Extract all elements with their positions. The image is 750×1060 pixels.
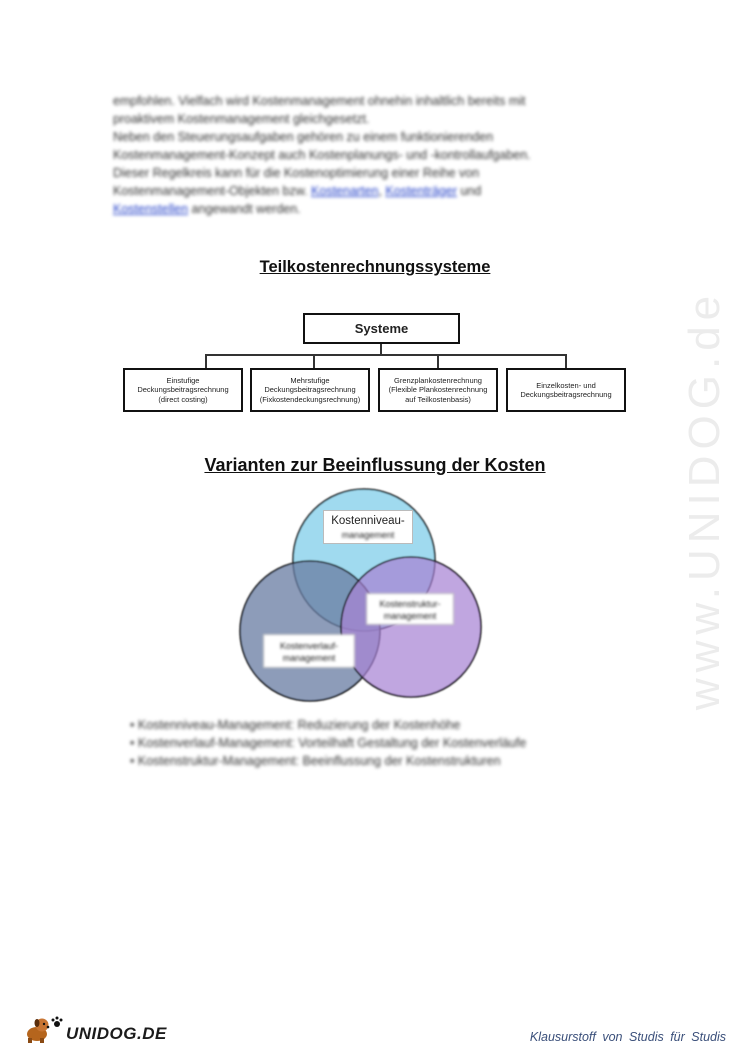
- intro-line: [113, 200, 633, 218]
- separator: und: [456, 184, 482, 198]
- dog-icon: [22, 1014, 52, 1044]
- list-item: • Kostenverlauf-Management: Vorteilhaft Gestaltung der Kostenverläufe: [130, 734, 630, 752]
- venn-label-kostenverlauf: [263, 634, 355, 668]
- box-line: Deckungsbeitragsrechnung: [137, 385, 229, 395]
- venn-label-line: management: [341, 530, 395, 540]
- box-line: (Fixkostendeckungsrechnung): [259, 394, 361, 404]
- connector-line: [205, 354, 567, 356]
- connector-line: [565, 354, 567, 368]
- box-text: [137, 376, 228, 405]
- intro-line: [113, 182, 633, 200]
- venn-label-line: Kostenniveau-: [331, 515, 405, 527]
- box-line: Deckungsbeitragsrechnung: [520, 390, 612, 399]
- section-title-varianten: Varianten zur Beeinflussung der Kosten: [204, 455, 546, 475]
- venn-label-line: management: [282, 653, 336, 663]
- intro-paragraph: [113, 92, 633, 218]
- link-kostenarten[interactable]: Kostenarten: [311, 184, 379, 198]
- box-line: Grenzplankostenrechnung: [394, 375, 482, 385]
- system-box-einzelkosten: [506, 368, 626, 412]
- connector-line: [437, 354, 439, 368]
- box-text: [260, 376, 360, 405]
- box-line: auf Teilkostenbasis): [405, 394, 471, 404]
- box-line: Einstufige: [166, 375, 200, 385]
- list-item: • Kostenniveau-Management: Reduzierung der Kostenhöhe: [130, 716, 630, 734]
- box-text: [520, 381, 611, 400]
- link-kostenstellen[interactable]: Kostenstellen: [113, 202, 189, 216]
- intro-line: proaktivem Kostenmanagement gleichgesetzt.: [113, 112, 370, 126]
- intro-line: Kostenmanagement-Konzept auch Kostenplanungs- und -kontrollaufgaben.: [113, 148, 531, 162]
- system-box-mehrstufige: [250, 368, 370, 412]
- system-box-grenzplan: [378, 368, 498, 412]
- connector-line: [313, 354, 315, 368]
- box-text: [389, 376, 488, 405]
- section-title-teilkosten: Teilkostenrechnungssysteme: [259, 258, 491, 276]
- connector-line: [205, 354, 207, 368]
- watermark: www.UNIDOG.de: [680, 289, 729, 711]
- intro-text: Kostenmanagement-Objekten bzw.: [113, 184, 312, 198]
- venn-label-line: Kostenverlauf-: [279, 641, 339, 651]
- bullet-list: [130, 716, 630, 770]
- intro-line: empfohlen. Vielfach wird Kostenmanagement ohnehin inhaltlich bereits mit: [113, 94, 526, 108]
- list-item: • Kostenstruktur-Management: Beeinflussung der Kostenstrukturen: [130, 752, 630, 770]
- separator: ,: [378, 184, 386, 198]
- paw-icon: [50, 1015, 64, 1029]
- venn-label-kostenstruktur: [366, 593, 454, 625]
- venn-label-line: Kostenstruktur-: [379, 599, 441, 609]
- logo-text: UNIDOG.DE: [66, 1024, 167, 1043]
- box-line: (Flexible Plankostenrechnung: [388, 385, 488, 395]
- venn-circle-right: [341, 557, 481, 697]
- intro-text: angewandt werden.: [188, 202, 301, 216]
- box-line: (direct costing): [158, 394, 208, 404]
- intro-line: Neben den Steuerungsaufgaben gehören zu einem funktionierenden: [113, 130, 494, 144]
- footer-tagline: Klausurstoff von Studis für Studis: [529, 1030, 726, 1044]
- box-line: Einzelkosten- und: [536, 380, 596, 390]
- unidog-logo[interactable]: [22, 1014, 167, 1044]
- intro-line: Dieser Regelkreis kann für die Kostenoptimierung einer Reihe von: [113, 166, 480, 180]
- system-box-einstufige: [123, 368, 243, 412]
- box-line: Deckungsbeitragsrechnung: [264, 385, 356, 395]
- root-box-systeme: Systeme: [303, 313, 460, 344]
- venn-label-line: management: [383, 611, 437, 621]
- venn-label-kostenniveau: [323, 510, 413, 544]
- box-line: Mehrstufige: [290, 375, 330, 385]
- link-kostentraeger[interactable]: Kostenträger: [385, 184, 457, 198]
